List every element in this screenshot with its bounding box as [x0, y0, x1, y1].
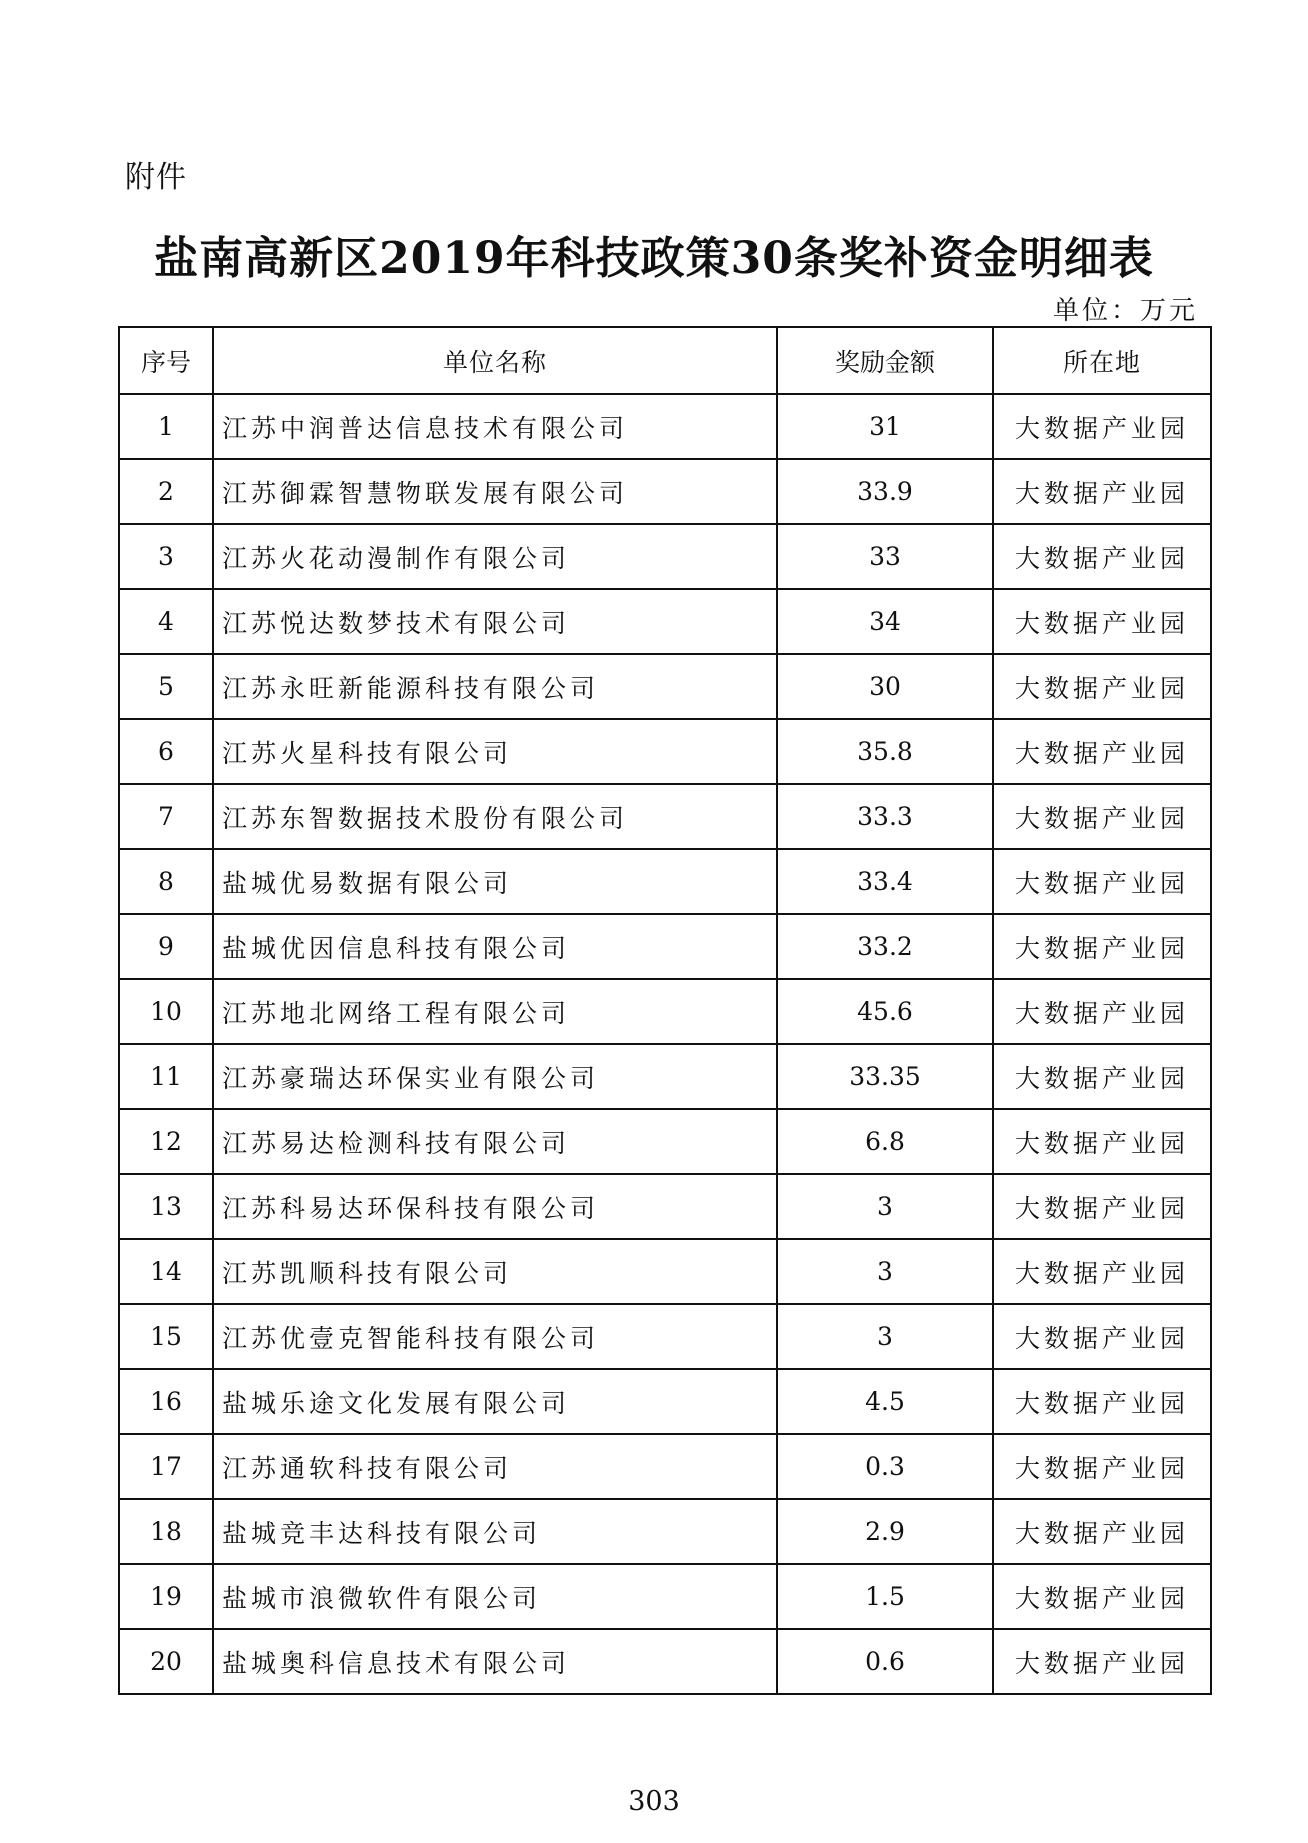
cell-award-amount: 1.5 — [777, 1564, 993, 1629]
cell-award-amount: 34 — [777, 589, 993, 654]
cell-index: 9 — [119, 914, 213, 979]
table-row — [119, 1499, 1211, 1564]
table-row — [119, 1434, 1211, 1499]
table-row — [119, 1239, 1211, 1304]
cell-award-amount: 2.9 — [777, 1499, 993, 1564]
cell-award-amount: 0.6 — [777, 1629, 993, 1694]
cell-location: 大数据产业园 — [993, 589, 1211, 654]
cell-company-name: 江苏永旺新能源科技有限公司 — [213, 654, 777, 719]
cell-company-name: 盐城优因信息科技有限公司 — [213, 914, 777, 979]
cell-company-name: 江苏易达检测科技有限公司 — [213, 1109, 777, 1174]
cell-index: 10 — [119, 979, 213, 1044]
cell-company-name: 江苏中润普达信息技术有限公司 — [213, 394, 777, 459]
cell-company-name: 盐城奥科信息技术有限公司 — [213, 1629, 777, 1694]
header-index: 序号 — [119, 327, 213, 394]
cell-award-amount: 33.35 — [777, 1044, 993, 1109]
cell-index: 7 — [119, 784, 213, 849]
cell-company-name: 江苏豪瑞达环保实业有限公司 — [213, 1044, 777, 1109]
cell-index: 14 — [119, 1239, 213, 1304]
table-row — [119, 784, 1211, 849]
table-body — [119, 394, 1211, 1694]
cell-award-amount: 31 — [777, 394, 993, 459]
cell-company-name: 盐城竞丰达科技有限公司 — [213, 1499, 777, 1564]
cell-location: 大数据产业园 — [993, 784, 1211, 849]
cell-location: 大数据产业园 — [993, 1499, 1211, 1564]
cell-award-amount: 33 — [777, 524, 993, 589]
cell-company-name: 江苏火花动漫制作有限公司 — [213, 524, 777, 589]
table-header — [119, 327, 1211, 394]
table-row — [119, 1304, 1211, 1369]
cell-index: 3 — [119, 524, 213, 589]
cell-award-amount: 6.8 — [777, 1109, 993, 1174]
cell-index: 2 — [119, 459, 213, 524]
unit-note: 单位：万元 — [1052, 296, 1198, 326]
table-row — [119, 1044, 1211, 1109]
cell-award-amount: 33.9 — [777, 459, 993, 524]
cell-location: 大数据产业园 — [993, 1109, 1211, 1174]
cell-award-amount: 0.3 — [777, 1434, 993, 1499]
document-title: 盐南高新区2019年科技政策30条奖补资金明细表 — [154, 233, 1154, 284]
cell-award-amount: 4.5 — [777, 1369, 993, 1434]
header-company-name: 单位名称 — [213, 327, 777, 394]
cell-location: 大数据产业园 — [993, 914, 1211, 979]
cell-index: 15 — [119, 1304, 213, 1369]
cell-location: 大数据产业园 — [993, 1174, 1211, 1239]
cell-award-amount: 33.3 — [777, 784, 993, 849]
cell-location: 大数据产业园 — [993, 849, 1211, 914]
cell-company-name: 江苏悦达数梦技术有限公司 — [213, 589, 777, 654]
cell-location: 大数据产业园 — [993, 654, 1211, 719]
table-row — [119, 394, 1211, 459]
cell-location: 大数据产业园 — [993, 1629, 1211, 1694]
cell-index: 18 — [119, 1499, 213, 1564]
cell-index: 19 — [119, 1564, 213, 1629]
cell-award-amount: 35.8 — [777, 719, 993, 784]
cell-company-name: 江苏通软科技有限公司 — [213, 1434, 777, 1499]
cell-award-amount: 3 — [777, 1304, 993, 1369]
table-row — [119, 914, 1211, 979]
cell-location: 大数据产业园 — [993, 1434, 1211, 1499]
cell-company-name: 江苏地北网络工程有限公司 — [213, 979, 777, 1044]
cell-location: 大数据产业园 — [993, 1369, 1211, 1434]
cell-index: 8 — [119, 849, 213, 914]
cell-company-name: 盐城优易数据有限公司 — [213, 849, 777, 914]
cell-company-name: 盐城乐途文化发展有限公司 — [213, 1369, 777, 1434]
table-row — [119, 1629, 1211, 1694]
cell-award-amount: 33.4 — [777, 849, 993, 914]
cell-index: 11 — [119, 1044, 213, 1109]
table-row — [119, 1564, 1211, 1629]
table-row — [119, 1109, 1211, 1174]
cell-index: 17 — [119, 1434, 213, 1499]
cell-location: 大数据产业园 — [993, 1239, 1211, 1304]
table-row — [119, 459, 1211, 524]
cell-award-amount: 45.6 — [777, 979, 993, 1044]
table-row — [119, 719, 1211, 784]
cell-index: 4 — [119, 589, 213, 654]
cell-award-amount: 3 — [777, 1174, 993, 1239]
cell-location: 大数据产业园 — [993, 979, 1211, 1044]
subsidy-detail-table — [118, 326, 1212, 1695]
cell-location: 大数据产业园 — [993, 1044, 1211, 1109]
cell-index: 16 — [119, 1369, 213, 1434]
table-row — [119, 1369, 1211, 1434]
cell-index: 20 — [119, 1629, 213, 1694]
cell-location: 大数据产业园 — [993, 1304, 1211, 1369]
table-row — [119, 979, 1211, 1044]
cell-award-amount: 30 — [777, 654, 993, 719]
table-row — [119, 524, 1211, 589]
cell-index: 12 — [119, 1109, 213, 1174]
header-row — [119, 327, 1211, 394]
table-row — [119, 849, 1211, 914]
page-number: 303 — [628, 1786, 680, 1817]
cell-company-name: 江苏东智数据技术股份有限公司 — [213, 784, 777, 849]
header-award-amount: 奖励金额 — [777, 327, 993, 394]
cell-index: 6 — [119, 719, 213, 784]
cell-company-name: 江苏火星科技有限公司 — [213, 719, 777, 784]
cell-index: 13 — [119, 1174, 213, 1239]
cell-company-name: 江苏凯顺科技有限公司 — [213, 1239, 777, 1304]
cell-location: 大数据产业园 — [993, 459, 1211, 524]
cell-award-amount: 3 — [777, 1239, 993, 1304]
cell-index: 5 — [119, 654, 213, 719]
table-row — [119, 589, 1211, 654]
header-location: 所在地 — [993, 327, 1211, 394]
attachment-label: 附件 — [125, 160, 187, 195]
cell-location: 大数据产业园 — [993, 1564, 1211, 1629]
table-row — [119, 1174, 1211, 1239]
table-row — [119, 654, 1211, 719]
cell-location: 大数据产业园 — [993, 394, 1211, 459]
cell-company-name: 盐城市浪微软件有限公司 — [213, 1564, 777, 1629]
cell-company-name: 江苏优壹克智能科技有限公司 — [213, 1304, 777, 1369]
cell-company-name: 江苏御霖智慧物联发展有限公司 — [213, 459, 777, 524]
cell-index: 1 — [119, 394, 213, 459]
cell-award-amount: 33.2 — [777, 914, 993, 979]
cell-location: 大数据产业园 — [993, 524, 1211, 589]
cell-location: 大数据产业园 — [993, 719, 1211, 784]
cell-company-name: 江苏科易达环保科技有限公司 — [213, 1174, 777, 1239]
